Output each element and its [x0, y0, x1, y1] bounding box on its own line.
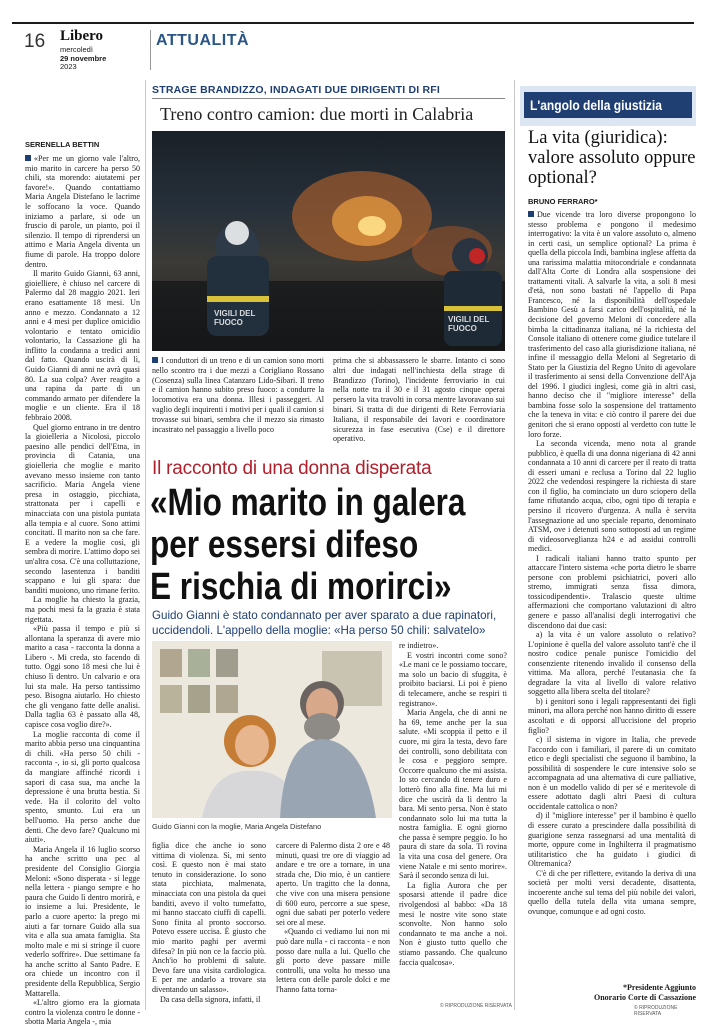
- story2-kicker: Il racconto di una donna disperata: [152, 458, 432, 479]
- couple-photo: [152, 641, 392, 818]
- masthead-logo: Libero: [60, 28, 104, 44]
- header-divider: [150, 30, 151, 70]
- story2-col3: carcere di Palermo dista 2 ore e 48 minuti, quasi tre ore di viaggio ad andare e tre ore a tornare, in una strada che, Dio mio, è un cantiere aperto. Un tragitto che la donna, che vive con una misera pensione di 600 euro, percorre a sue spese, ogni due sabati per poterlo vedere sei ore al mese. «Quando ci vediamo lui non mi può dare nulla - ci racconta - e non posso dare nulla a lui. Quello che gli porto deve passare mille controlli, una volta ho messo una lettera con delle parole dolci e me l'hanno fatta torna-: [276, 841, 390, 994]
- story2-author: SERENELLA BETTIN: [25, 140, 100, 149]
- story2-subhead: Guido Gianni è stato condannato per aver sparato a due rapinatori, uccidendoli. L'appello della moglie: «Ha perso 50 chili: salvatelo»: [152, 609, 497, 637]
- couple-illustration: [152, 641, 392, 818]
- column-divider-right: [514, 80, 515, 1010]
- signature-role: Onorario Corte di Cassazione: [594, 992, 696, 1002]
- story2-headline: [150, 482, 510, 608]
- square-bullet-icon: [25, 155, 31, 161]
- story2-col1: «Per me un giorno vale l'altro, mio marito in carcere ha perso 50 chili, sta morendo: aiutatemi per favore!». Quando contattiamo Maria Angela Distefano le lacrime le soffocano la voce. Quando iniziamo a parlare, si ode un fruscio di parole, un pianto, poi il silenzio. Il tempo di riprendersi un attimo e Maria Angela diventa un fiume di parole. Ha troppo dolore dentro. Il marito Guido Gianni, 63 anni, gioielliere, è chiuso nel carcere di Palermo dal 28 maggio 2021. Ieri erano esattamente 18 mesi. Un anno e mezzo. Condannato a 12 anni e 4 mesi per duplice omicidio volontario e tentato omicidio volontario, la Cassazione gli ha inflitto la condanna a tredici anni dal fatto. Quando uscirà di lì, Guido Gianni di anni ne avrà quasi 80. La sua colpa? Aver reagito a una rapina da parte di un commando armato per difendere la moglie e un cliente. Era il 18 febbraio 2008. Quel giorno entrano in tre dentro la gioielleria a Nicolosi, piccolo paesino alle pendici dell'Etna, in provincia di Catania, una gioielleria che moglie e marito avevano messo insieme con tanto sacrificio. Maria Angela viene presa in ostaggio, picchiata, strattonata per i capelli e minacciata con una pistola puntata alla tempia e al cuore. Sono attimi concitati. Il marito non sa che fare. E a vedere la moglie così, gli sembra di morire. L'attimo dopo sei un'altra cosa. C'è una colluttazione, secondo lasentenza i banditi scappano e lui gli spara: due banditi muoiono, uno rimane ferito. La moglie ha chiesto la grazia, ma pochi mesi fa la grazia è stata rigettata. «Più passa il tempo e più si allontana la speranza di avere mio marito a casa - racconta la donna a Libero -. Mi creda, sto facendo di tutto. Oggi sono 18 mesi che lui è chiuso lì dentro. Un calvario e ora lui sta male. Ha perso tantissimo peso. Bisogna aiutarlo. Ho chiesto che gli vengano fatte delle analisi. Dalla taglia 63 è passato alla 48, capisce cosa voglio dire?». La moglie racconta di come il marito abbia perso una cinquantina di chili. «Ha perso 50 chili - racconta -, io si, gli porto qualcosa da mangiare affinché ricordi i sapori di casa sua, ma anche la depressione è una brutta bestia. Si vede. Ha il colorito del volto spento, smunto. Lui era un bell'uomo. Ha perso anche due denti. Che devo fare? Qualcuno mi aiuti». Maria Angela il 16 luglio scorso ha anche scritto una pec al presidente del Consiglio Giorgia Meloni: «Sono disperata - si legge nella lettera - piango sempre e ho paura che Guido lì dentro morirà, e io insieme a lui. Presidente, le parlo a cuore aperto: la prego mi aiuti a far tornare Guido alla sua vita e alla sua amata famiglia. Sta molto male e mi si stringe il cuore vederlo soffrire». Due settimane fa ha anche scritto al Santo Padre. E ora chiede un incontro con il presidente della Repubblica, Sergio Mattarella. «L'altro giorno era la giornata contro la violenza contro le donne - sbotta Maria Angela -, mia: [25, 154, 140, 1027]
- story2-copyright: © RIPRODUZIONE RISERVATA: [440, 1003, 512, 1009]
- sidebar-author: BRUNO FERRARO*: [528, 197, 598, 206]
- headline-line-1: «Mio marito in galera: [150, 482, 466, 524]
- square-bullet-icon: [528, 211, 534, 217]
- headline-line-2: per essersi difeso: [150, 524, 419, 566]
- couple-photo-caption: Guido Gianni con la moglie, Maria Angela Distefano: [152, 822, 322, 831]
- story1-caption-1: I conduttori di un treno e di un camion sono morti nello scontro tra i due mezzi a Corigliano Rossano (Cosenza) sulla linea Catanzaro Lido-Sibari. Il treno e il camion hanno subito preso fuoco: a condurre la locomotiva era una donna. Illesi i passeggeri. Al vaglio degli inquirenti i motivi per i quali il camion si trovasse sui binari, sembra che il mezzo sia rimasto incastrato nel passaggio a livello poco: [152, 356, 324, 434]
- masthead-day: mercoledì: [60, 45, 93, 54]
- story2-col4: re indietro». E vostri incontri come sono? «Le mani ce le possiamo toccare, ma solo un bacio di sfuggita, è proibito baciarsi. Li poi è pieno di telecamere, anche se respiri ti registrano». Maria Angela, che di anni ne ha 69, teme anche per la sua salute. «Mi scoppia il petto e il cuore, mi gira la testa, devo fare dei controlli, sono debilitata con le cosa e peggioro sempre. Occorre qualcuno che mi assista. Io sto cercando di tenere duro e lotterò fino alla fine. Ma lui mi dice che uscirà da lì dentro la bara. Mi sento persa. Non è stato condannato solo lui ma tutta la nostra famiglia. E ogni giorno che passa è sempre peggio. Io ho paura di stare da sola. Ti rovina la vita una cosa del genere. Ora viene Natale e mi sento morire». Sarà il secondo senza di lui. La figlia Aurora che per sposarsi attende il padre dice rivolgendosi al babbo: «Da 18 mesi le nostre vite sono state sconvolte. Non hanno solo condannato te ma anche a noi. Non è giusto tutto quello che stiamo passando. Che qualcuno faccia qualcosa».: [399, 641, 507, 967]
- photo-text-left: VIGILI DEL FUOCO: [214, 309, 256, 327]
- sidebar-copyright: © RIPRODUZIONE RISERVATA: [634, 1005, 678, 1017]
- train-crash-photo: [152, 131, 505, 351]
- story1-headline: Treno contro camion: due morti in Calabria: [160, 104, 474, 124]
- masthead-date: 29 novembre: [60, 53, 107, 63]
- page-number: 16: [24, 31, 46, 52]
- section-title: ATTUALITÀ: [156, 32, 250, 49]
- photo-text-right: VIGILI DEL FUOCO: [448, 315, 490, 333]
- story2-col2: figlia dice che anche io sono vittima di violenza. Sì, mi sento così. E questo non è mai stato tenuto in considerazione. Io sono stata picchiata, malmenata, minacciata con una pistola da quei banditi, avevo il volto tumefatto, mi hanno staccato ciuffi di capelli. Sono finita al pronto soccorso. Potevo essere uccisa. È giusto che mio marito paghi per avermi difesa? In più non ce la faccio più. Anch'io ho problemi di salute. Devo fare una visita cardiologica. E per me andarlo a trovare sta diventando un salasso». Da casa della signora, infatti, il: [152, 841, 266, 1004]
- story1-caption-2: prima che si abbassassero le sbarre. Intanto ci sono altri due indagati nell'inchiesta della strage di Brandizzo (Torino), l'incidente ferroviario in cui nella notte tra il 30 e il 31 agosto cinque operai persero la vita travolti in corsa mentre lavoravano sui binari. Si tratta di due dirigenti di Rete Ferroviaria Italiana, il responsabile dei lavori e coordinatore sicurezza in fase esecutiva (Cse) e il direttore operativo.: [333, 356, 505, 444]
- sidebar-body: Due vicende tra loro diverse propongono lo stesso problema e pongono il medesimo interrogativo: la vita è un valore assoluto o, almeno in certi casi, un semplice optional? La prima è quella della piccola Indi, bambina inglese affetta da una rarissima malattia mitocondriale e condannata dall'Alta Corte di Londra alla sospensione dei trattamenti vitali. A salvarle la vita, a soli 8 mesi d'età, non sono bastati né l'appello di Papa Francesco, né la disponibilità dell'ospedale Bambino Gesù a farsi carico dell'ospitalità, né la decisione del governo Meloni di concedere alla bimba la cittadinanza italiana, né la richiesta del Console italiano di ottenere come giudice tutelare il trasferimento del caso alla giurisdizione italiana, né infine il messaggio della Meloni al Segretario di Stato per la Giustizia del Regno Unito di agevolare il trasferimento ai sensi della Convenzione dell'Aja del 1996. I giudici inglesi, come già in altri casi, hanno deciso che il "migliore interesse" della bambina fosse solo la sospensione del trattamento che la teneva in vita: e ciò contro il parere dei due genitori che si erano opposti al verdetto con tutte le loro forze. La seconda vicenda, meno nota al grande pubblico, è quella di una donna nigeriana di 42 anni condannata a 10 anni di carcere per il reato di tratta di esseri umani e reclusa a Torino dal 22 luglio 2022 che vedendosi respingere la richiesta di stare con il figlio, ha cominciato un duro sciopero della fame rifiutando acqua, cibo, ogni tipo di terapia e persino il ricovero d'urgenza. A nulla è servita l'assegnazione ad uno speciale reparto, denominato ATSM, ove i detenuti sono sottoposti ad un regime di videosorveglianza h24 e ad assidui controlli medici. I radicali italiani hanno tratto spunto per attaccare l'intero sistema «che porta dietro le sbarre persone con problemi psichiatrici, poveri allo stremo, immigrati senza fissa dimora, tossicodipendenti». Tralascio queste ultime affermazioni che comportano valutazioni di altro genere e passo all'analisi degli interrogativi che discendono dai due casi: a) la vita è un valore assoluto o relativo? L'opinione è quella del valore assoluto tant'è che il nostro codice penale punisce l'omicidio del consenziente ritenendo invalido il consenso della vittima. Ma allora, perché l'eutanasia che fa degradare la vita al livello di valore relativo soggetto alla libera scelta del titolare? b) i genitori sono i legali rappresentanti dei figli minori, ma allora perché non hanno diritto di essere ascoltati e di opporsi all'uccisione del proprio figlio? c) il sistema in vigore in Italia, che prevede l'accordo con i familiari, il parere di un comitato etico e degli specialisti che seguono il bambino, la possibilità di sospendere le cure intensive solo se accompagnata ad una alternativa di cure palliative, non è un modello valido di per sé e meritevole di essere adottato dagli altri Paesi di cultura occidentale cattolica o non? d) il "migliore interesse" per il bambino è quello di essere curato a prescindere dalla possibilità di guarigione senza rassegnarsi ad una mentalità di morte, oppure come in Inghilterra il pragmatismo utilitaristico che ha guidato i giudici di Oltremanica? C'è di che per riflettere, evitando la deriva di una società per molti versi decadente, disattenta, incoerente anche sul tema del più nobile dei valori, quello della tutela della vita umana sempre, ovunque, comunque e ad ogni costo.: [528, 210, 696, 916]
- column-divider-left: [145, 80, 146, 1010]
- story1-kicker: STRAGE BRANDIZZO, INDAGATI DUE DIRIGENTI DI RFI: [152, 84, 441, 96]
- sidebar-column-title: L'angolo della giustizia: [524, 92, 692, 118]
- headline-line-3: E rischia di morirci»: [150, 566, 452, 608]
- sidebar-signature: [528, 983, 696, 1002]
- masthead: [60, 29, 106, 71]
- square-bullet-icon: [152, 357, 158, 363]
- masthead-year: 2023: [60, 62, 77, 71]
- signature-title: *Presidente Aggiunto: [623, 983, 696, 992]
- sidebar-headline: La vita (giuridica): valore assoluto oppure optional?: [528, 128, 696, 188]
